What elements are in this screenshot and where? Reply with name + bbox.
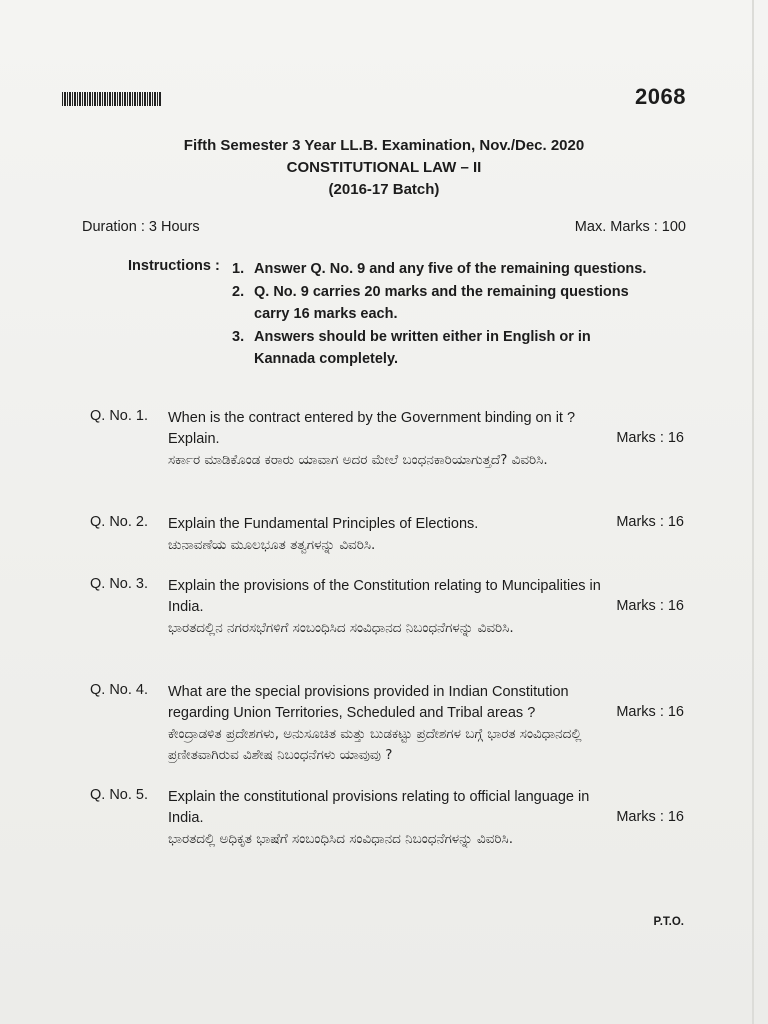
paper-code: 2068	[635, 84, 686, 109]
question-5	[90, 787, 690, 879]
batch-label: (2016-17 Batch)	[328, 181, 440, 198]
instructions-list	[232, 258, 652, 371]
question-text-english: Explain the provisions of the Constitution relating to Muncipalities in India.	[168, 578, 601, 615]
instructions-label: Instructions :	[128, 258, 220, 274]
question-marks: Marks : 16	[616, 598, 684, 614]
max-marks-label: Max. Marks : 100	[574, 219, 686, 235]
instruction-number: 3.	[232, 329, 245, 345]
instruction-text: Q. No. 9 carries 20 marks and the remaining questions carry 16 marks each.	[254, 284, 629, 322]
instruction-number: 2.	[232, 284, 245, 300]
question-number: Q. No. 1.	[90, 408, 149, 424]
question-marks: Marks : 16	[616, 514, 684, 530]
question-number: Q. No. 3.	[90, 576, 149, 592]
barcode-image	[62, 92, 162, 106]
question-text-english: Explain the constitutional provisions relating to official language in India.	[168, 789, 590, 826]
question-number: Q. No. 2.	[90, 514, 149, 530]
question-body	[168, 408, 608, 471]
question-body	[168, 787, 608, 850]
question-marks: Marks : 16	[616, 809, 684, 825]
question-text-english: Explain the Fundamental Principles of Elections.	[168, 516, 479, 532]
question-number: Q. No. 5.	[90, 787, 149, 803]
instruction-text: Answer Q. No. 9 and any five of the remaining questions.	[254, 261, 647, 277]
question-text-kannada: ಸರ್ಕಾರ ಮಾಡಿಕೊಂಡ ಕರಾರು ಯಾವಾಗ ಅದರ ಮೇಲೆ ಬಂಧನಕಾರಿಯಾಗುತ್ತದೆ? ವಿವರಿಸಿ.	[168, 452, 548, 468]
question-text-english: What are the special provisions provided in Indian Constitution regarding Union Territories, Scheduled and Tribal areas ?	[168, 684, 569, 721]
question-body	[168, 682, 608, 766]
instruction-number: 1.	[232, 261, 245, 277]
question-2	[90, 514, 690, 564]
instruction-item	[232, 281, 652, 325]
instruction-text: Answers should be written either in English or in Kannada completely.	[254, 329, 591, 367]
question-text-kannada: ಕೇಂದ್ರಾಡಳಿತ ಪ್ರದೇಶಗಳು, ಅನುಸೂಚಿತ ಮತ್ತು ಬುಡಕಟ್ಟು ಪ್ರದೇಶಗಳ ಬಗ್ಗೆ ಭಾರತ ಸಂವಿಧಾನದಲ್ಲಿ ಪ್ರಣೀತವಾಗಿರುವ ವಿಶೇಷ ನಿಬಂಧನೆಗಳು ಯಾವುವು ?	[168, 726, 582, 763]
question-number: Q. No. 4.	[90, 682, 149, 698]
question-text-kannada: ಭಾರತದಲ್ಲಿನ ನಗರಸಭೆಗಳಿಗೆ ಸಂಬಂಧಿಸಿದ ಸಂವಿಧಾನದ ನಿಬಂಧನೆಗಳನ್ನು ವಿವರಿಸಿ.	[168, 620, 514, 636]
question-text-english: When is the contract entered by the Government binding on it ? Explain.	[168, 410, 576, 447]
instruction-item	[232, 258, 652, 280]
question-body	[168, 514, 608, 556]
duration-label: Duration : 3 Hours	[82, 219, 200, 235]
question-text-kannada: ಚುನಾವಣೆಯ ಮೂಲಭೂತ ತತ್ವಗಳನ್ನು ವಿವರಿಸಿ.	[168, 537, 376, 553]
pto-label: P.T.O.	[653, 916, 684, 928]
question-marks: Marks : 16	[616, 430, 684, 446]
exam-title: Fifth Semester 3 Year LL.B. Examination, Nov./Dec. 2020	[183, 137, 585, 154]
question-4	[90, 682, 690, 782]
question-text-kannada: ಭಾರತದಲ್ಲಿ ಅಧಿಕೃತ ಭಾಷೆಗೆ ಸಂಬಂಧಿಸಿದ ಸಂವಿಧಾನದ ನಿಬಂಧನೆಗಳನ್ನು ವಿವರಿಸಿ.	[168, 831, 513, 847]
question-marks: Marks : 16	[616, 704, 684, 720]
question-body	[168, 576, 608, 639]
question-3	[90, 576, 690, 668]
subject-title: CONSTITUTIONAL LAW – II	[286, 159, 482, 176]
instruction-item	[232, 326, 652, 370]
question-1	[90, 408, 690, 498]
